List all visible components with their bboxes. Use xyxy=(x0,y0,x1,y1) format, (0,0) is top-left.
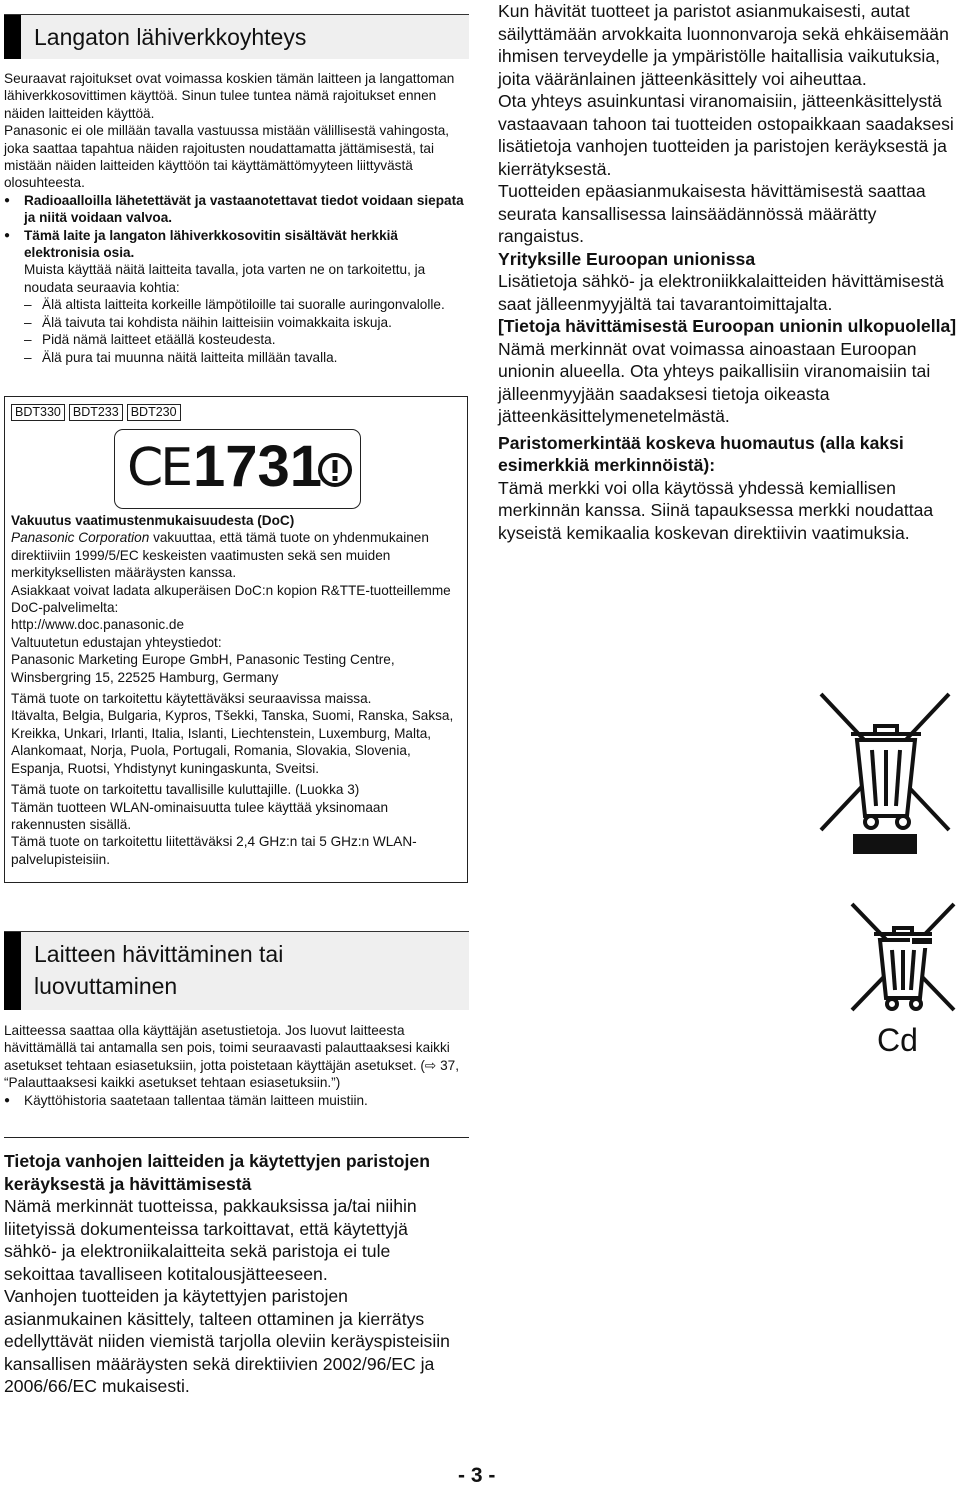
weee-eu-title: Yrityksille Euroopan unionissa xyxy=(498,248,756,269)
model-tags xyxy=(11,403,185,421)
wlan-dash-item: – Älä taivuta tai kohdista näihin laitteisiin voimakkaita iskuja. xyxy=(4,314,468,331)
wlan-dash-item: – Älä pura tai muunna näitä laitteita millään tavalla. xyxy=(4,349,468,366)
weee-p4: Ota yhteys asuinkuntasi viranomaisiin, jätteenkäsittelystä vastaavaan tahoon tai tuotteiden ostopaikkaan saadaksesi lisätietoja vanhojen tuotteiden ja paristojen keräyksestä ja kierrätyksestä. xyxy=(498,91,954,179)
doc-url: http://www.doc.panasonic.de xyxy=(11,617,185,633)
disposal-heading-line1: Laitteen hävittäminen tai xyxy=(34,941,284,967)
disposal-text-ref: 37, “Palauttaaksesi kaikki asetukset tehtaan esiasetuksiin.”) xyxy=(4,1057,459,1091)
doc-countries-intro: Tämä tuote on tarkoitettu käytettäväksi seuraavissa maissa. xyxy=(11,691,372,707)
doc-text xyxy=(11,512,463,868)
doc-declaration xyxy=(11,529,463,581)
crossed-bin-battery-icon xyxy=(848,900,958,1020)
wlan-body xyxy=(4,70,468,366)
weee-battery-title: Paristomerkintää koskeva huomautus (alla kaksi esimerkkiä merkinnöistä): xyxy=(498,432,904,475)
wlan-dash-item: – Älä altista laitteita korkeille lämpötiloille tai suoralle auringonvalolle. xyxy=(4,296,468,313)
doc-frequency: Tämä tuote on tarkoitettu liitettäväksi 2,4 GHz:n tai 5 GHz:n WLAN-palvelupisteisiin. xyxy=(11,834,417,867)
wlan-intro: Seuraavat rajoitukset ovat voimassa koskien tämän laitteen ja langattoman lähiverkkosovittimen käyttöä. Sinun tulee tuntea nämä rajoitukset ennen näiden laitteiden käyttöä. xyxy=(4,71,455,121)
disposal-body xyxy=(4,1022,468,1109)
page-number: - 3 - xyxy=(458,1464,496,1487)
doc-rep-address: Panasonic Marketing Europe GmbH, Panasonic Testing Centre, Winsbergring 15, 22525 Hamburg, Germany xyxy=(11,652,395,685)
section-marker xyxy=(4,15,21,59)
model-tag: BDT233 xyxy=(69,404,123,421)
ce-mark: CE xyxy=(127,438,191,498)
wlan-liability: Panasonic ei ole millään tavalla vastuussa mistään välillisestä vahingosta, joka saattaa tapahtua näiden rajoitusten noudattamatta jättämisestä, tai mistään näiden laitteiden käyttöön tai käyttämättömyyteen liittyvästä olosuhteesta. xyxy=(4,123,450,191)
doc-download: Asiakkaat voivat ladata alkuperäisen DoC:n kopion R&TTE-tuotteillemme DoC-palvelimelta: xyxy=(11,582,451,616)
doc-wlan-feature: Tämän tuotteen WLAN-ominaisuutta tulee käyttää yksinomaan rakennusten sisällä. xyxy=(11,799,389,832)
ce-mark-frame xyxy=(114,429,361,509)
wlan-usage: Muista käyttää näitä laitteita tavalla, jota varten ne on tarkoitettu, ja noudata seuraavia kohtia: xyxy=(24,262,426,295)
model-tag: BDT330 xyxy=(11,404,65,421)
cd-chemical-label: Cd xyxy=(877,1022,918,1058)
wlan-heading: Langaton lähiverkkoyhteys xyxy=(34,24,307,50)
weee-non-eu-body: Nämä merkinnät ovat voimassa ainoastaan Euroopan unionin alueella. Ota yhteys paikallisiin viranomaisiin tai jälleenmyyjään saadaksesi tietoja oikeasta jätteenkäsittelymenetelmästä. xyxy=(498,338,931,426)
doc-box xyxy=(4,396,468,883)
doc-countries: Itävalta, Belgia, Bulgaria, Kypros, Tšekki, Tanska, Suomi, Ranska, Saksa, Kreikka, Unkari, Irlanti, Italia, Islanti, Liechtenstein, Luxemburg, Malta, Alankomaat, Norja, Puola, Portugali, Romania, Slovakia, Slovenia, Espanja, Ruotsi, Yhdistynyt kuningaskunta, Sveitsi. xyxy=(11,708,454,776)
weee-title: Tietoja vanhojen laitteiden ja käytettyjen paristojen keräyksestä ja hävittämisestä xyxy=(4,1151,430,1194)
disposal-bullet: ● Käyttöhistoria saatetaan tallentaa tämän laitteen muistiin. xyxy=(4,1092,468,1109)
disposal-section-header xyxy=(4,931,469,1010)
weee-p3: Kun hävität tuotteet ja paristot asianmukaisesti, autat säilyttämään arvokkaita luonnonvaroja sekä ehkäisemään ihmisen terveydelle ja ympäristölle haitallisia vaikutuksia, joita vääränlainen jätteenkäsittely voi aiheuttaa. xyxy=(498,1,949,89)
weee-non-eu-title: [Tietoja hävittämisestä Euroopan unionin ulkopuolella] xyxy=(498,316,957,336)
disposal-text xyxy=(4,1022,468,1092)
notified-body-number: 1731 xyxy=(193,434,323,499)
doc-corp: Panasonic Corporation xyxy=(11,530,150,546)
disposal-text-start: Laitteessa saattaa olla käyttäjän asetustietoja. Jos luovut laitteesta hävittämällä tai antamalla sen pois, toimi seuraavasti palauttaaksesi kaikki asetukset tehtaan esiasetuksiin, jotta poistetaan käyttäjän asetukset. ( xyxy=(4,1023,450,1073)
section-marker xyxy=(4,932,21,1010)
wlan-dash-item: – Pidä nämä laitteet etäällä kosteudesta. xyxy=(4,331,468,348)
disposal-heading-line2: luovuttaminen xyxy=(34,973,178,999)
weee-p1: Nämä merkinnät tuotteissa, pakkauksissa ja/tai niihin liitetyissä dokumenteissa tarkoittavat, että käytettyjä sähkö- ja elektroniikalaitteita sekä paristoja ei tule sekoittaa tavalliseen kotitalousjätteeseen. xyxy=(4,1196,417,1284)
divider xyxy=(4,1137,469,1138)
weee-p5: Tuotteiden epäasianmukaisesta hävittämisestä saattaa seurata kansallisessa lainsäädännössä määrätty rangaistus. xyxy=(498,181,926,246)
weee-p2: Vanhojen tuotteiden ja käytettyjen paristojen asianmukainen käsittely, talteen ottaminen ja kierrätys edellyttävät niiden viemistä tarjolla oleviin keräyspisteisiin kansallisen määräysten sekä direktiivien 2002/96/EC ja 2006/66/EC mukaisesti. xyxy=(4,1286,450,1396)
crossed-bin-icon xyxy=(817,690,953,860)
doc-title: Vakuutus vaatimustenmukaisuudesta (DoC) xyxy=(11,513,295,528)
wlan-bullet-sensitive: ● Tämä laite ja langaton lähiverkkosovitin sisältävät herkkiä elektronisia osia. xyxy=(4,227,468,262)
alert-icon xyxy=(317,452,353,488)
weee-battery-body: Tämä merkki voi olla käytössä yhdessä kemiallisen merkinnän kanssa. Siinä tapauksessa merkki noudattaa kyseistä kemikaalia koskevan direktiivin vaatimuksia. xyxy=(498,477,934,543)
wlan-section-header xyxy=(4,14,469,59)
doc-rep-label: Valtuutetun edustajan yhteystiedot: xyxy=(11,634,222,650)
page-ref-arrow-icon: ⇨ xyxy=(424,1057,437,1073)
weee-left xyxy=(4,1150,464,1398)
doc-consumer: Tämä tuote on tarkoitettu tavallisille kuluttajille. (Luokka 3) xyxy=(11,782,360,798)
wlan-bullet-interception: ● Radioaalloilla lähetettävät ja vastaanotettavat tiedot voidaan siepata ja niitä voidaan valvoa. xyxy=(4,192,468,227)
weee-right xyxy=(498,0,960,544)
weee-eu-body: Lisätietoja sähkö- ja elektroniikkalaitteiden hävittämisestä saat jälleenmyyjältä tai tavarantoimittajalta. xyxy=(498,271,944,314)
doc-decl-text: vakuuttaa, että tämä tuote on yhdenmukainen direktiiviin 1999/5/EC keskeisten vaatimusten sekä sen muiden merkityksellisten määräysten kanssa. xyxy=(11,530,429,581)
model-tag: BDT230 xyxy=(127,404,181,421)
